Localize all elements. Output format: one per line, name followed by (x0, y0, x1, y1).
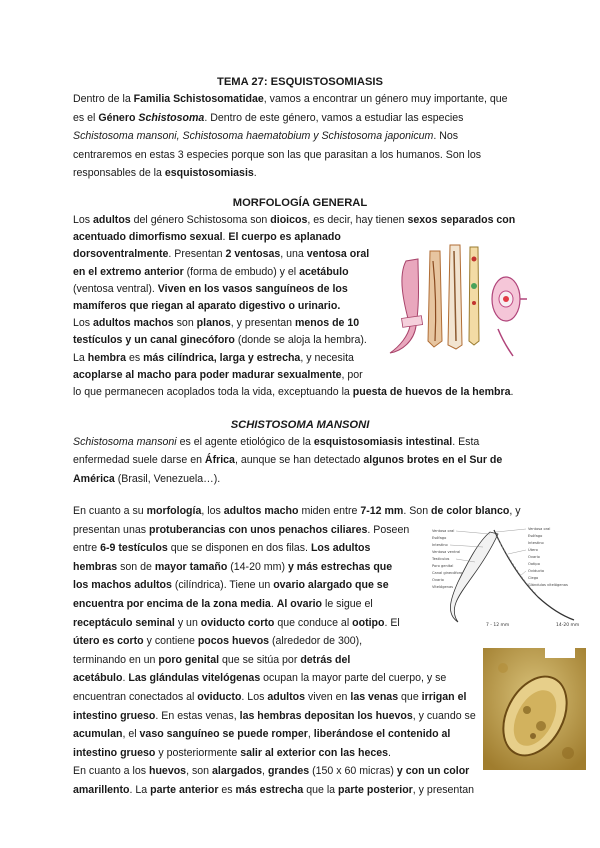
mansoni-body-run: huevos (148, 765, 187, 778)
morfologia-run: Los (73, 214, 94, 226)
label-right-3: Útero (528, 548, 538, 552)
intro-run: . Dentro de este género, vamos a estudiar las especies (204, 111, 464, 124)
morfologia-run: (donde se aloja la hembra). (234, 334, 367, 347)
mansoni-body-run: alargados (212, 765, 263, 778)
mansoni-body-run: En cuanto a los (73, 765, 149, 778)
label-right-1: Esófago (528, 534, 543, 538)
morfologia-line (73, 352, 354, 365)
label-right-7: Ciego (528, 576, 539, 580)
morfologia-run: hembra (87, 351, 127, 364)
morfologia-run: testículos y un canal ginecóforo (73, 334, 235, 347)
morfologia-run: Viven en los vasos sanguíneos de los (157, 282, 348, 295)
morfologia-run: es (126, 351, 144, 364)
mansoni-run: Schistosoma mansoni (73, 436, 177, 448)
mansoni-body-run: , y (509, 505, 521, 517)
morfologia-line (73, 231, 341, 244)
mansoni-body-line (73, 691, 466, 704)
mansoni-run: enfermedad suele darse en (73, 454, 205, 467)
mansoni-body-run: y contiene (143, 635, 198, 648)
mansoni-body-run: ocupan la mayor parte del cuerpo, y se (260, 672, 447, 685)
mansoni-body-run: entre (73, 542, 101, 555)
mansoni-body-run: las hembras depositan los huevos (239, 709, 413, 722)
egg-micrograph (483, 648, 586, 770)
mansoni-run: (Brasil, Venezuela…). (114, 472, 221, 485)
morfologia-line (73, 283, 348, 296)
mansoni-body-line (73, 635, 362, 648)
label-left-2: Intestino (432, 543, 448, 547)
mansoni-body-line (73, 598, 373, 611)
size-female-label: 14-20 mm (556, 623, 580, 628)
mansoni-body-run: morfología (146, 505, 202, 517)
morfologia-run: . (222, 231, 229, 244)
mansoni-body-line (73, 617, 400, 630)
mansoni-body-run: . En estas venas, (155, 709, 240, 722)
mansoni-body-line (73, 505, 521, 518)
mansoni-body-line (73, 579, 389, 592)
mansoni-body-run: presentan unas (73, 523, 149, 536)
mansoni-body-run: adultos macho (223, 505, 299, 517)
intro-run: Schistosoma mansoni, Schistosoma haematobium y Schistosoma japonicum (73, 130, 434, 143)
mansoni-body-run: . (270, 598, 277, 610)
mansoni-body-line (73, 710, 476, 723)
mansoni-body-run: terminando en un (73, 653, 159, 666)
intro-run: esquistosomiasis (164, 167, 254, 180)
mansoni-body-line (73, 542, 370, 555)
morfologia-line (73, 386, 514, 399)
mansoni-line (73, 436, 479, 449)
morfologia-run: menos de 10 (295, 317, 360, 330)
mansoni-body-run: . (388, 746, 391, 759)
mansoni-body-run: salir al exterior con las heces (240, 746, 389, 759)
morfologia-run: en el extremo anterior (73, 265, 184, 278)
morfologia-run: , y presentan (230, 317, 295, 330)
morfologia-line (73, 369, 363, 382)
morfologia-run: 2 ventosas (225, 248, 281, 261)
morfologia-run: . (510, 386, 514, 398)
mansoni-run: es el agente etiológico de la (176, 436, 314, 448)
mansoni-body-run: las venas (350, 691, 399, 703)
label-left-7: Ovario (432, 578, 444, 582)
mansoni-body-run: 6-9 testículos (100, 542, 168, 555)
mansoni-body-run: que se disponen en dos filas. (167, 542, 311, 555)
morfologia-run: adultos (93, 214, 131, 226)
morfologia-run: , una (280, 248, 307, 261)
mansoni-body-line (73, 672, 446, 685)
mansoni-run: algunos brotes en el Sur de (363, 454, 503, 467)
mansoni-body-run: de color blanco (431, 505, 510, 517)
morfologia-run: , es decir, hay tienen (307, 214, 408, 226)
intro-run: . Nos (433, 130, 459, 143)
intro-line (73, 130, 458, 143)
morfologia-run: son (173, 317, 197, 330)
mansoni-body-line (73, 747, 391, 760)
morfologia-line (73, 266, 349, 279)
intro-run: Schistosoma (138, 111, 205, 124)
intro-run: es el (73, 111, 99, 124)
mansoni-body-run: adultos (267, 691, 306, 703)
mansoni-body-run: , y presentan (412, 784, 475, 796)
mansoni-body-run: que se sitúa por (219, 653, 301, 666)
morfologia-run: El cuerpo es aplanado (228, 231, 341, 244)
mansoni-body-run: y con un color (396, 765, 470, 778)
label-left-3: Ventosa ventral (432, 550, 461, 554)
intro-run: , vamos a encontrar un género muy importante, que (263, 93, 508, 105)
mansoni-body-run: Al ovario (276, 598, 323, 610)
morfologia-heading: MORFOLOGÍA GENERAL (232, 197, 368, 209)
mansoni-body-run: (14-20 mm) (227, 560, 288, 573)
mansoni-body-run: y más estrechas que (287, 560, 393, 573)
morfologia-line (73, 300, 340, 313)
morfologia-run: acentuado dimorfismo sexual (73, 231, 223, 244)
intro-line (73, 149, 481, 162)
mansoni-line (73, 473, 220, 486)
intro-line (73, 93, 508, 106)
morfologia-run: acoplarse al macho para poder madurar sexualmente (73, 368, 342, 381)
mansoni-line (73, 454, 502, 467)
mansoni-body-run: hembras (73, 560, 118, 573)
mansoni-body-line (73, 654, 350, 667)
mansoni-body-run: , y cuando se (412, 709, 476, 722)
morfologia-line (73, 214, 515, 227)
mansoni-body-run: . La (129, 784, 151, 796)
mansoni-body-run: . El (384, 616, 400, 629)
mansoni-body-run: son de (117, 560, 155, 573)
mansoni-body-run: útero es corto (73, 635, 144, 648)
morfologia-run: dorsoventralmente (73, 248, 169, 261)
label-left-6: Canal ginecóforo (432, 571, 463, 575)
morfologia-run: puesta de huevos de la hembra (352, 386, 511, 398)
mansoni-body-run: vaso sanguíneo se puede romper (139, 728, 308, 741)
mansoni-body-run: que la (303, 784, 339, 796)
mansoni-body-run: que (398, 691, 422, 703)
mansoni-body-run: detrás del (300, 653, 351, 666)
mansoni-body-run: oviducto corto (200, 616, 275, 629)
morfologia-run: , por (341, 368, 363, 381)
intro-run: centraremos en estas 3 especies porque son las que parasitan a los humanos. Son los (73, 148, 482, 161)
label-right-4: Ovario (528, 555, 540, 559)
mansoni-body-run: ootipo (352, 616, 385, 629)
intro-run: responsables de la (73, 167, 165, 180)
mansoni-run: América (73, 472, 115, 485)
morfologia-line (73, 334, 367, 347)
mansoni-body-run: parte posterior (338, 784, 413, 796)
mansoni-body-line (73, 524, 409, 537)
mansoni-body-run: y un (174, 616, 201, 629)
mansoni-body-run: receptáculo seminal (73, 616, 175, 629)
adult-worms-figure (378, 241, 528, 359)
mansoni-body-run: irrigan el (421, 691, 467, 703)
mansoni-body-run: intestino grueso (73, 709, 156, 722)
morfologia-run: sexos separados con (407, 214, 516, 226)
mansoni-body-run: oviducto (197, 691, 242, 703)
mansoni-body-run: , el (122, 728, 140, 741)
mansoni-body-run: protuberancias con unos penachos ciliares (148, 523, 368, 536)
morfologia-line (73, 317, 359, 330)
mansoni-run: esquistosomiasis intestinal (313, 436, 453, 448)
mansoni-body-run: es (218, 784, 236, 796)
mansoni-body-run: grandes (267, 765, 310, 778)
label-left-5: Poro genital (432, 564, 454, 568)
mansoni-body-run: miden entre (298, 505, 361, 517)
mansoni-body-run: , (307, 728, 314, 741)
label-left-0: Ventosa oral (432, 529, 455, 533)
mansoni-body-run: 7-12 mm (360, 505, 404, 517)
mansoni-body-run: liberándose el contenido al (313, 728, 451, 741)
intro-run: Dentro de la (73, 93, 134, 105)
intro-line (73, 167, 257, 180)
mansoni-adults-figure (428, 522, 586, 630)
label-right-6: Oviducto (528, 569, 545, 573)
mansoni-run: África (204, 454, 235, 467)
mansoni-body-run: amarillento (73, 784, 130, 796)
morfologia-run: del género Schistosoma son (130, 214, 271, 226)
mansoni-body-run: y posteriormente (155, 746, 241, 759)
mansoni-body-line (73, 784, 474, 797)
mansoni-body-run: pocos huevos (197, 635, 270, 648)
mansoni-body-run: . (122, 672, 129, 685)
mansoni-body-run: , (262, 765, 268, 778)
mansoni-body-run: acetábulo (73, 672, 123, 685)
morfologia-run: . Presentan (168, 248, 226, 261)
morfologia-run: , y necesita (300, 351, 354, 364)
mansoni-run: , aunque se han detectado (234, 454, 364, 467)
mansoni-body-run: . Los (241, 691, 268, 703)
morfologia-run: lo que permanecen acoplados toda la vida, exceptuando la (73, 386, 353, 398)
mansoni-body-run: encuentra por encima de la zona media (73, 598, 271, 610)
morfologia-run: acetábulo (299, 265, 349, 278)
morfologia-run: Los (73, 317, 94, 330)
mansoni-body-run: (150 x 60 micras) (309, 765, 397, 778)
label-right-0: Ventosa oral (528, 527, 551, 531)
mansoni-body-run: acumulan (73, 728, 123, 741)
label-left-4: Testículos (432, 557, 450, 561)
mansoni-body-run: viven en (305, 691, 351, 703)
morfologia-run: mamíferos que riegan al aparato digestivo o urinario. (73, 300, 341, 312)
morfologia-run: planos (196, 317, 231, 330)
mansoni-heading: SCHISTOSOMA MANSONI (230, 419, 370, 431)
intro-run: . (253, 167, 257, 180)
label-left-8: Vitelógenas (432, 585, 454, 589)
size-male-label: 7 - 12 mm (486, 623, 510, 628)
mansoni-body-run: . Son (403, 505, 432, 517)
mansoni-body-run: los machos adultos (73, 579, 172, 592)
mansoni-body-line (73, 765, 469, 778)
mansoni-body-run: más estrecha (235, 784, 304, 796)
mansoni-body-line (73, 728, 450, 741)
morfologia-line (73, 248, 369, 261)
label-right-2: Intestino (528, 541, 544, 545)
mansoni-body-run: que conduce al (274, 616, 353, 629)
mansoni-run: . Esta (452, 436, 480, 448)
mansoni-body-run: Las glándulas vitelógenas (128, 672, 261, 685)
morfologia-run: dioicos (270, 214, 308, 226)
label-right-5: Ootipo (528, 562, 540, 566)
intro-run: Género (98, 111, 139, 124)
mansoni-body-run: parte anterior (150, 784, 219, 796)
label-left-1: Esófago (432, 536, 447, 540)
morfologia-run: más cilíndrica, larga y estrecha (143, 351, 301, 364)
intro-line (73, 112, 463, 125)
document-title: TEMA 27: ESQUISTOSOMIASIS (217, 76, 383, 88)
mansoni-body-run: mayor tamaño (154, 560, 228, 573)
morfologia-run: (ventosa ventral). (73, 282, 158, 295)
mansoni-body-run: poro genital (158, 653, 220, 666)
mansoni-body-run: En cuanto a su (73, 505, 147, 517)
morfologia-run: La (73, 351, 88, 364)
label-right-8: Glándulas vitelógenas (528, 583, 568, 587)
morfologia-run: adultos machos (93, 317, 174, 330)
morfologia-run: ventosa oral (306, 248, 370, 261)
mansoni-body-run: . Poseen (367, 523, 410, 536)
mansoni-body-run: (cilíndrica). Tiene un (171, 579, 274, 592)
mansoni-body-line (73, 561, 392, 574)
mansoni-body-run: ovario alargado que se (273, 579, 389, 592)
mansoni-body-run: , son (186, 765, 212, 778)
mansoni-body-run: Los adultos (310, 542, 371, 555)
mansoni-body-run: le sigue el (322, 598, 373, 610)
morfologia-run: (forma de embudo) y el (183, 265, 300, 278)
mansoni-body-run: , los (201, 505, 224, 517)
mansoni-body-run: intestino grueso (73, 746, 156, 759)
mansoni-body-run: (alrededor de 300), (269, 635, 363, 648)
mansoni-body-run: encuentran conectados al (73, 691, 198, 703)
intro-run: Familia Schistosomatidae (133, 93, 264, 105)
